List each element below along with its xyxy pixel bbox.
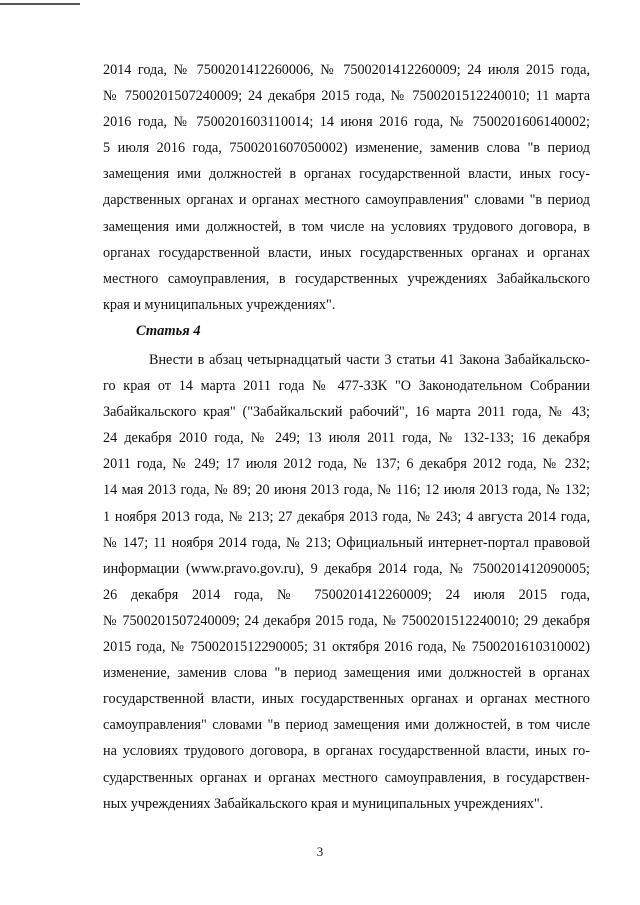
text-line: края и муниципальных учреждениях". <box>103 296 336 313</box>
top-rule <box>0 3 80 5</box>
paragraph-1 <box>103 57 590 318</box>
text-line: го края от 14 марта 2011 года № 477-ЗЗК "О Законодательном Собрании <box>103 378 590 395</box>
text-line: местного самоуправления, в государственных учреждениях Забайкальского <box>103 270 590 287</box>
text-line: самоуправления" словами "в период замещения ими должностей, в том числе <box>103 717 590 734</box>
text-line: государственной власти, иных государственных органах и органах местного <box>103 691 590 708</box>
paragraph-2 <box>103 347 590 817</box>
text-line: ных учреждениях Забайкальского края и муниципальных учреждениях". <box>103 795 544 812</box>
text-line: 2015 года, № 7500201512290005; 31 октября 2016 года, № 7500201610310002) <box>103 639 590 656</box>
text-line: 2014 года, № 7500201412260006, № 7500201412260009; 24 июля 2015 года, <box>103 62 590 78</box>
text-line: 5 июля 2016 года, 7500201607050002) изменение, заменив слова "в период <box>103 140 590 157</box>
text-line: органах государственной власти, иных государственных органах и органах <box>103 244 590 261</box>
text-line: 14 мая 2013 года, № 89; 20 июня 2013 года, № 116; 12 июля 2013 года, № 132; <box>103 482 590 499</box>
text-line: 1 ноября 2013 года, № 213; 27 декабря 2013 года, № 243; 4 августа 2014 года, <box>103 508 590 525</box>
text-line: 26 декабря 2014 года, № 7500201412260009; 24 июля 2015 года, <box>103 586 590 603</box>
text-line: на условиях трудового договора, в органах государственной власти, иных го- <box>103 743 590 760</box>
text-line: дарственных органах и органах местного самоуправления" словами "в период <box>103 192 590 209</box>
text-line: Забайкальского края" ("Забайкальский рабочий", 16 марта 2011 года, № 43; <box>103 404 590 421</box>
text-line: Внести в абзац четырнадцатый части 3 статьи 41 Закона Забайкальско- <box>149 352 590 368</box>
article-heading: Статья 4 <box>136 323 201 339</box>
text-line: замещения ими должностей в органах государственной власти, иных госу- <box>103 166 590 183</box>
text-line: сударственных органах и органах местного самоуправления, в государствен- <box>103 769 590 786</box>
text-line: № 147; 11 ноября 2014 года, № 213; Официальный интернет-портал правовой <box>103 534 590 551</box>
page-number: 3 <box>316 844 324 859</box>
text-line: 2016 года, № 7500201603110014; 14 июня 2016 года, № 7500201606140002; <box>103 114 590 131</box>
text-line: 24 декабря 2010 года, № 249; 13 июля 2011 года, № 132-133; 16 декабря <box>103 430 590 447</box>
text-line: замещения ими должностей, в том числе на условиях трудового договора, в <box>103 218 590 235</box>
text-line: № 7500201507240009; 24 декабря 2015 года, № 7500201512240010; 29 декабря <box>103 612 590 629</box>
text-line: информации (www.pravo.gov.ru), 9 декабря 2014 года, № 7500201412090005; <box>103 560 590 577</box>
text-line: № 7500201507240009; 24 декабря 2015 года, № 7500201512240010; 11 марта <box>103 88 590 105</box>
text-line: изменение, заменив слова "в период замещения ими должностей в органах <box>103 665 590 682</box>
text-line: 2011 года, № 249; 17 июля 2012 года, № 137; 6 декабря 2012 года, № 232; <box>103 456 590 473</box>
